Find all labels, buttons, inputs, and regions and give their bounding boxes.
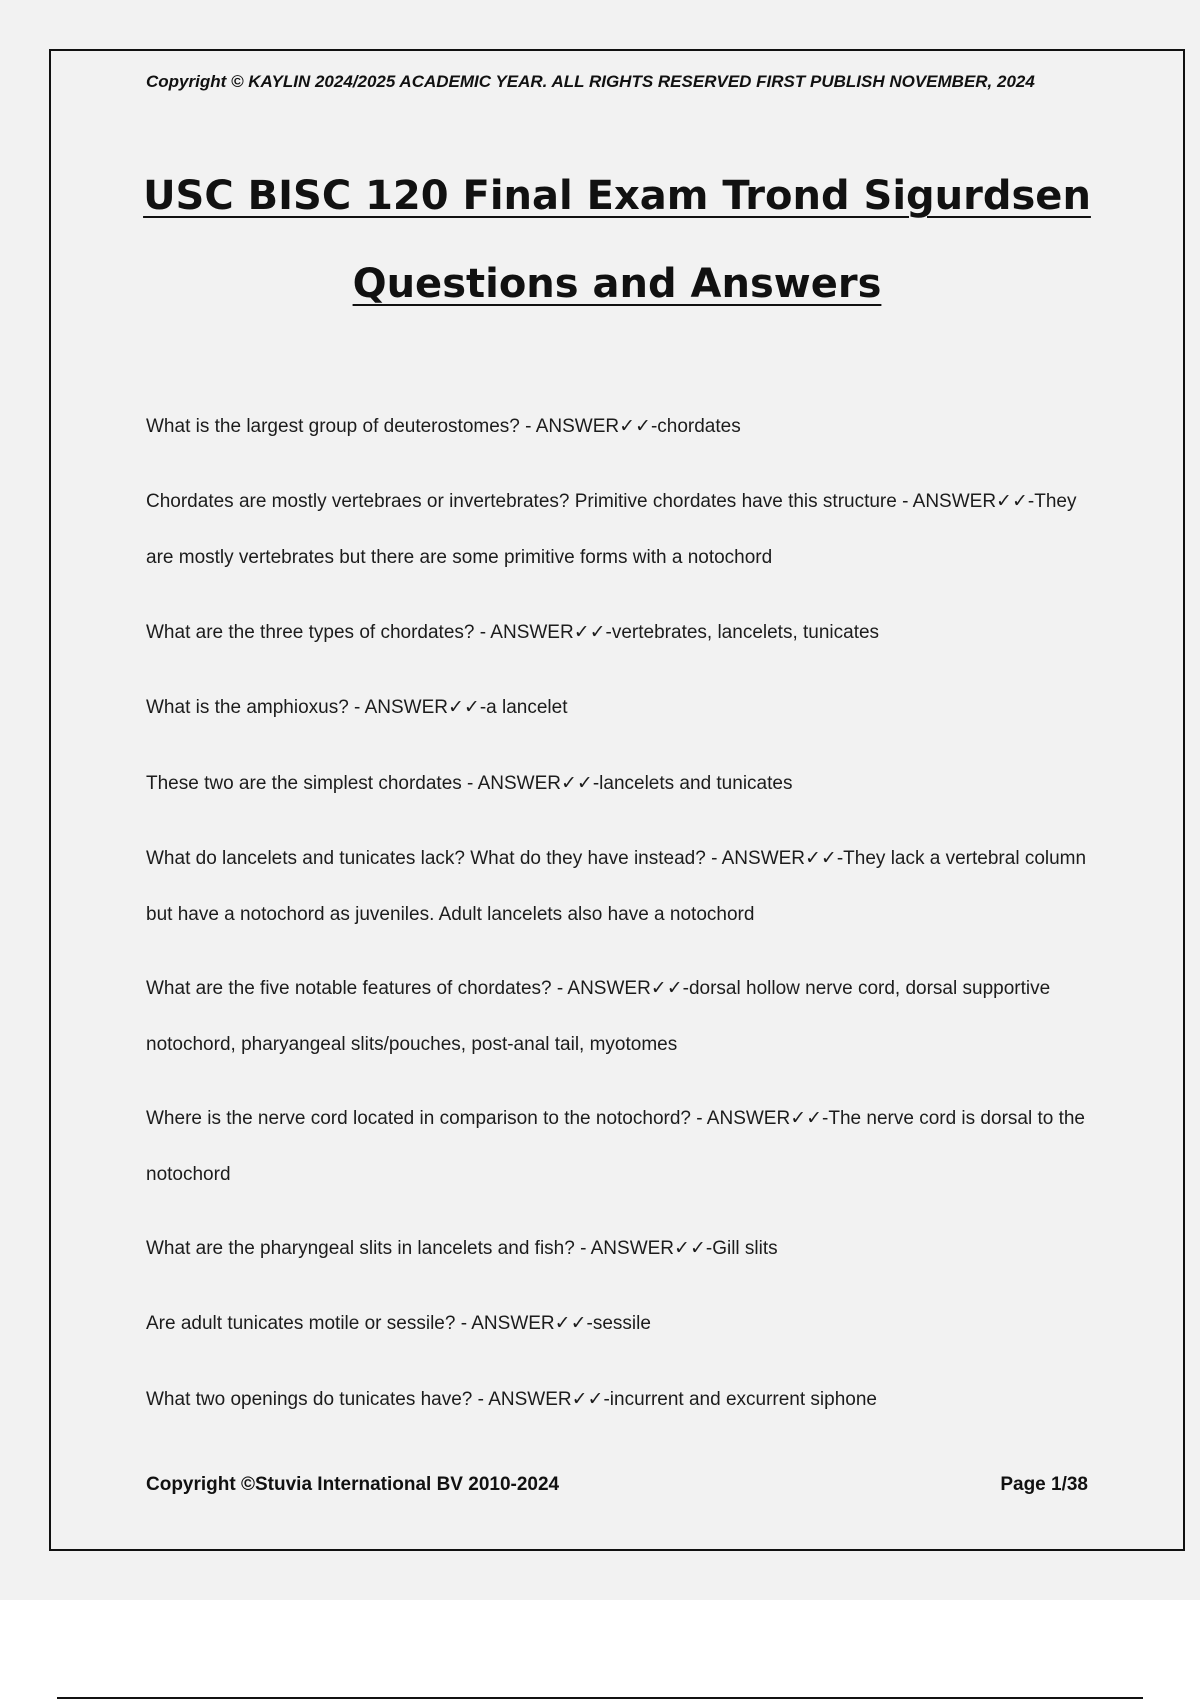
qa-item-9: What are the pharyngeal slits in lancelets and fish? - ANSWER✓✓-Gill slits bbox=[146, 1238, 778, 1259]
qa-item-7: What are the five notable features of chordates? - ANSWER✓✓-dorsal hollow nerve cord, dorsal supportive notochord, pharyangeal slits/pouches, post-anal tail, myotomes bbox=[146, 978, 1051, 1055]
footer-copyright: Copyright ©Stuvia International BV 2010-2024 bbox=[146, 1474, 560, 1495]
qa-item-1: What is the largest group of deuterostomes? - ANSWER✓✓-chordates bbox=[146, 416, 741, 437]
qa-item-10: Are adult tunicates motile or sessile? - ANSWER✓✓-sessile bbox=[146, 1313, 651, 1334]
next-page-divider bbox=[57, 1697, 1143, 1699]
qa-item-4: What is the amphioxus? - ANSWER✓✓-a lancelet bbox=[146, 697, 568, 718]
page-number: Page 1/38 bbox=[1000, 1474, 1088, 1495]
header-copyright: Copyright © KAYLIN 2024/2025 ACADEMIC YEAR. ALL RIGHTS RESERVED FIRST PUBLISH NOVEMBER, 2024 bbox=[146, 72, 1035, 91]
document-subtitle bbox=[49, 260, 1185, 308]
qa-item-2: Chordates are mostly vertebraes or invertebrates? Primitive chordates have this structure - ANSWER✓✓-They are mostly vertebrates but there are some primitive forms with a notochord bbox=[146, 491, 1077, 568]
qa-item-11: What two openings do tunicates have? - ANSWER✓✓-incurrent and excurrent siphone bbox=[146, 1389, 877, 1410]
qa-item-6: What do lancelets and tunicates lack? What do they have instead? - ANSWER✓✓-They lack a vertebral column but have a notochord as juveniles. Adult lancelets also have a notochord bbox=[146, 848, 1087, 925]
title-line-1: USC BISC 120 Final Exam Trond Sigurdsen bbox=[143, 173, 1091, 219]
qa-item-8: Where is the nerve cord located in comparison to the notochord? - ANSWER✓✓-The nerve cord is dorsal to the notochord bbox=[146, 1108, 1085, 1185]
qa-item-5: These two are the simplest chordates - ANSWER✓✓-lancelets and tunicates bbox=[146, 773, 793, 794]
qa-item-3: What are the three types of chordates? - ANSWER✓✓-vertebrates, lancelets, tunicates bbox=[146, 622, 880, 643]
document-title bbox=[49, 172, 1185, 220]
title-line-2: Questions and Answers bbox=[352, 261, 882, 307]
